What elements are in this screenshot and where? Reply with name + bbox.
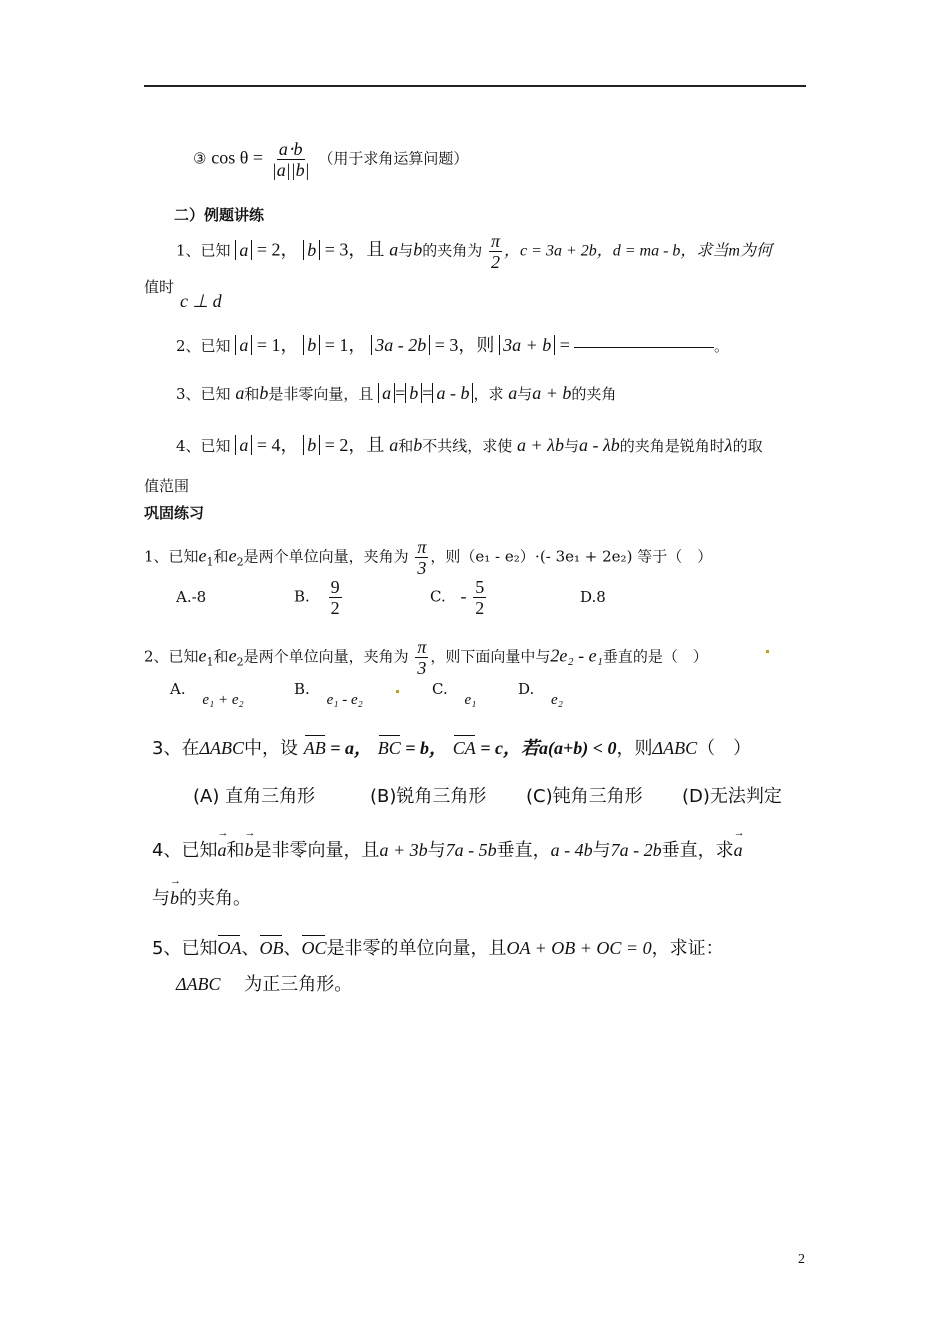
ex2-expr-norm: 3a - 2b [371,335,430,355]
p3-option-a[interactable]: (A) 直角三角形 [193,786,316,807]
ex1-c-d-def: ，c = 3a + 2b，d = ma - b，求当m为何 [504,242,772,260]
p5-sum: OA + OB + OC = 0 [506,938,652,958]
ex3-lead: 3、已知 [176,385,231,403]
ex3-ab-norm: a - b [432,383,473,403]
stray-dot-2 [396,690,399,693]
ex3-tail: 的夹角 [571,385,617,403]
ex2-answer-blank[interactable] [574,347,714,348]
cos-lhs: cos θ = [211,147,264,168]
ex1-yu: 与 [398,241,414,260]
p1-mid: 是两个单位向量，夹角为 [243,547,409,566]
circled-marker: ③ [193,149,207,168]
ex4-tail: 的夹角是锐角时 [619,437,725,455]
p4-expr-2: 7a - 5b [445,840,497,860]
formula-3 [193,140,468,179]
p1-pi-over-3 [415,538,428,577]
stray-dot-1 [766,650,769,653]
practice-5 [152,934,724,960]
p5-triangle: ΔABC [176,974,221,994]
ex2-a-val: = 1， [252,335,299,355]
p2-three: 3 [417,658,427,678]
p2-mid: 是两个单位向量，夹角为 [243,647,409,666]
ex4-e2: a - λb [578,435,620,455]
p3-eq-c: = c，若 [475,738,540,758]
p5-vec-oa: OA [217,938,242,958]
p2-option-d[interactable] [518,680,563,708]
ex1-a-norm: a [235,240,252,260]
ex4-b: b [413,435,423,455]
ex1-a-val: = 2， [252,239,299,260]
p1-optb-label: B. [294,587,310,606]
p2-e1: e [198,645,207,666]
ex3-mid: 是非零向量，且 [268,385,374,403]
ex2-target-norm: 3a + b [499,335,555,355]
cos-denominator: |a||b| [271,160,310,180]
example-4 [176,436,763,454]
p5-line2-text: 为正三角形。 [244,974,353,995]
p1-optc-num: 5 [475,577,485,597]
p5-vec-oc: OC [301,938,327,958]
formula-note: （用于求角运算问题） [318,149,469,168]
p4-yu-2: 与 [592,840,611,861]
p1-e1: e [198,545,207,566]
p1-option-a[interactable]: A.-8 [176,588,207,606]
p4-vec-a2: a → [734,840,743,861]
p4-perp-1: 垂直， [496,840,551,861]
p4-yu-1: 与 [427,840,446,861]
p4-line2 [152,884,251,910]
p1-optc-label: C. [430,587,446,606]
ex1-a: a [389,239,399,260]
p2-optc-label: C. [432,680,448,698]
p1-optc-den: 2 [475,598,485,618]
p3-zhong: 中，设 [244,738,299,759]
p1-optb-den: 2 [330,598,340,618]
p5-line2 [176,970,352,996]
p4-expr-1: a + 3b [379,840,428,860]
ex1-b-val: = 3，且 [320,239,385,260]
p4-he: 和 [226,840,245,861]
ex4-lead: 4、已知 [176,437,231,455]
p1-option-b[interactable] [294,578,344,617]
p3-ze: ，则 [616,738,653,759]
ex4-he: 和 [398,437,414,455]
header-rule [144,85,806,87]
practice-4 [152,836,743,862]
ex1-lead: 1、已知 [176,241,231,260]
ex1-two: 2 [491,252,501,272]
p2-opta-value: e₁ + e₂ [202,692,244,708]
p1-three: 3 [417,558,427,578]
p5-tail: ，求证： [651,938,724,959]
p3-paren: （ ） [697,738,752,759]
ex3-b-norm: b [405,383,422,403]
ex3-a-norm: a [378,383,395,403]
ex2-eq: = [555,335,570,355]
p2-option-b[interactable] [294,680,363,708]
p4-mid: 是非零向量，且 [253,840,380,861]
example-3: 3、已知 a和b是非零向量，且 a = b = a - b ，求 a与a + b的夹角 [176,383,617,403]
p2-optd-value: e₂ [551,692,563,708]
p2-opta-label: A. [170,680,186,698]
ex2-b-norm: b [303,335,320,355]
p1-e2: e [228,545,237,566]
ex2-b-val: = 1， [320,335,367,355]
ex4-a: a [389,435,399,455]
ex2-expr-val: = 3，则 [430,335,495,355]
p5-sep-2: 、 [283,938,302,959]
p2-lead: 2、已知 [144,647,199,666]
cos-numerator: a⋅b [278,139,303,159]
p2-expr: 2e₂ - e₁ [550,645,603,666]
section-heading-practice: 巩固练习 [144,504,205,522]
ex3-yu: 与 [517,385,533,403]
p4-vec-b2: b → [170,888,179,909]
ex3-apb: a + b [532,383,572,403]
ex3-a: a [235,383,245,403]
p1-expr: ，则（e₁ - e₂）⋅(- 3e₁ + 2e₂) 等于（ ） [430,547,713,566]
ex4-yu: 与 [563,437,579,455]
p3-option-d[interactable]: (D)无法判定 [682,786,782,807]
p3-vec-ca: CA [452,738,476,758]
example-1 [176,232,772,271]
ex4-tail2: 的取 [732,437,763,455]
p3-vec-ab: AB [303,738,326,758]
ex3-a2: a [508,383,518,403]
ex1-b: b [413,239,423,260]
p2-pi: π [417,637,427,657]
p1-optc-sign: - [460,585,467,606]
p1-option-c[interactable] [430,578,488,617]
ex4-line2: 值范围 [144,477,190,495]
ex1-angle-text: 的夹角为 [422,241,483,260]
p1-pi: π [417,537,427,557]
p1-optc-frac [473,578,486,617]
p5-lead: 5、已知 [152,938,218,959]
p2-tail2: 垂直的是（ ） [602,647,708,666]
p2-option-a[interactable] [170,680,244,708]
ex3-qiu: ，求 [473,385,504,403]
practice-2: 2、已知$e_1$和$e_2$是两个单位向量，夹角为 $\frac{\pi}{3}$ ，则下面向量中与2e₂ - e₁垂直的是（ ） [144,637,708,678]
p5-sep-1: 、 [241,938,260,959]
ex4-mid: 不共线，求使 [422,437,513,455]
ex1-line2: 值时 [144,278,175,296]
ex2-lead: 2、已知 [176,337,231,355]
p2-option-c[interactable] [432,680,477,708]
ex1-pi: π [491,231,501,251]
p5-mid: 是非零的单位向量，且 [326,938,507,959]
p1-option-d[interactable]: D.8 [580,588,606,606]
p3-lead: 3、在 [152,738,200,759]
p2-e2: e [228,645,237,666]
p3-vec-bc: BC [377,738,401,758]
p1-lead: 1、已知 [144,547,199,566]
p3-option-b[interactable]: (B)锐角三角形 [370,786,487,807]
p2-optb-value: e₁ - e₂ [326,692,363,708]
p2-optb-label: B. [294,680,310,698]
ex3-b: b [259,383,269,403]
p4-line2-yu: 与 [152,888,170,909]
section-heading-examples: 二）例题讲练 [174,206,265,224]
p4-expr-4: 7a - 2b [610,840,662,860]
p2-he: 和 [213,647,229,666]
p5-vec-ob: OB [259,938,284,958]
ex2-a-norm: a [235,335,252,355]
cos-fraction [270,140,312,179]
p3-triangle: ΔABC [199,738,245,758]
ex3-he: 和 [244,385,260,403]
p3-condition: a(a+b) < 0 [539,738,617,758]
p4-perp-2: 垂直，求 [661,840,734,861]
p4-vec-b: b → [244,840,253,861]
p4-expr-3: a - 4b [550,840,593,860]
practice-3 [152,734,751,760]
ex4-e1: a + λb [517,435,564,455]
ex1-pi-over-2 [489,232,502,271]
ex4-b-norm: b [303,435,320,455]
ex4-a-val: = 4， [252,435,299,455]
p1-he: 和 [213,547,229,566]
example-2 [176,336,729,354]
practice-1: 1、已知$e_1$和$e_2$是两个单位向量，夹角为 $\frac{\pi}{3}$ ，则（e₁ - e₂）⋅(- 3e₁ + 2e₂) 等于（ ） [144,537,713,578]
p2-pi-over-3 [415,638,428,677]
p3-eq-a: = a， [325,738,373,758]
p2-optd-label: D. [518,680,535,698]
ex4-a-norm: a [235,435,252,455]
p4-lead: 4、已知 [152,840,218,861]
ex1-line3: c ⊥ d [180,291,222,311]
p2-tail: ，则下面向量中与 [430,647,551,666]
ex1-b-norm: b [303,240,320,260]
ex4-b-val: = 2，且 [320,435,385,455]
p1-optb-num: 9 [330,577,340,597]
p3-triangle-2: ΔABC [652,738,698,758]
p3-option-c[interactable]: (C)钝角三角形 [526,786,643,807]
p4-line2-tail: 的夹角。 [179,888,251,909]
p2-optc-value: e₁ [464,692,477,708]
ex4-lambda: λ [724,435,733,455]
p3-eq-b: = b， [400,738,448,758]
page-number: 2 [798,1252,805,1267]
ex2-end: 。 [713,337,729,355]
p4-vec-a: a → [217,840,226,861]
p1-optb-frac [329,578,342,617]
